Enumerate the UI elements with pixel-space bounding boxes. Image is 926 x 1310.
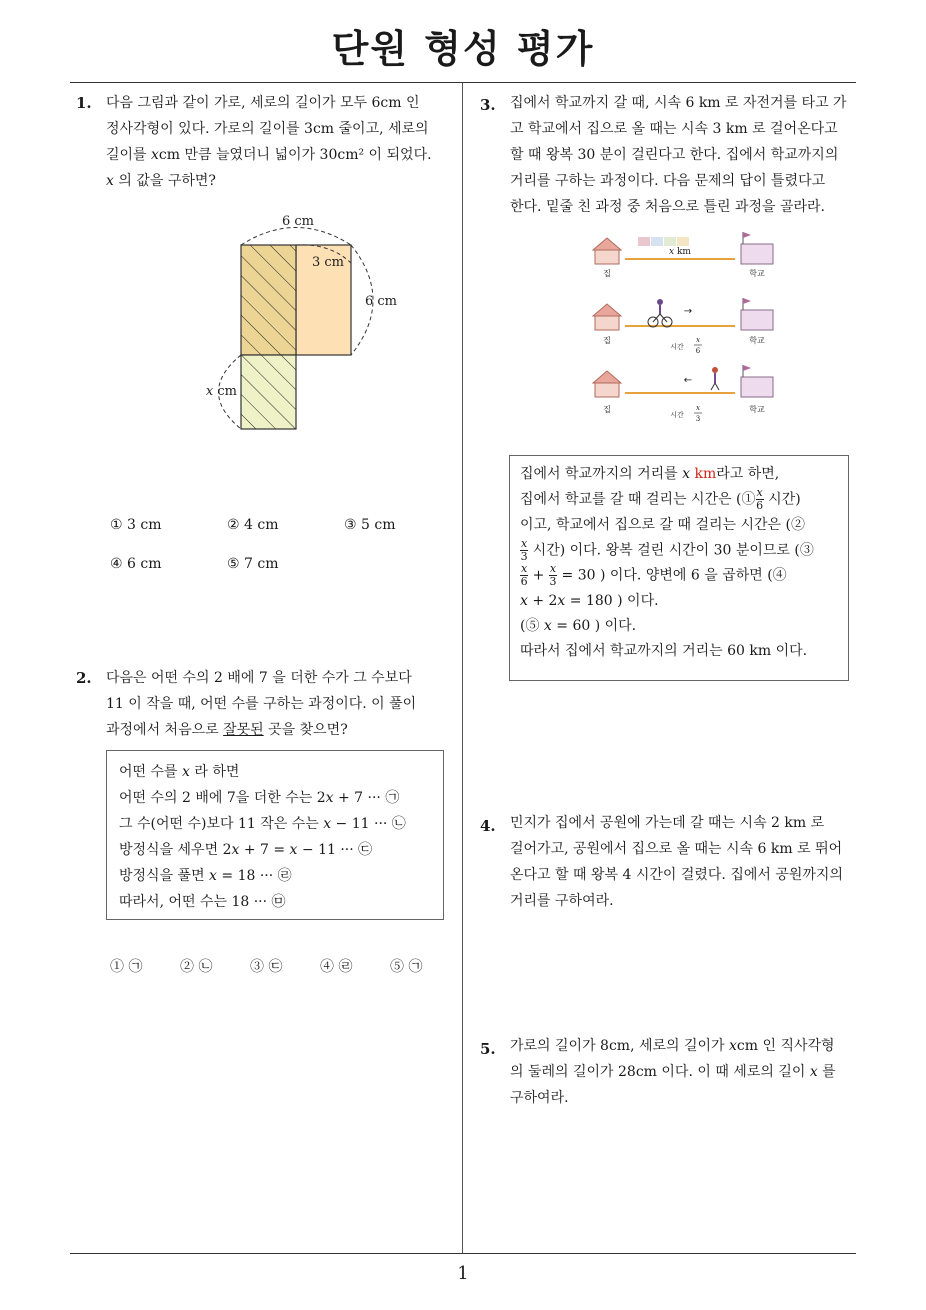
page-number: 1 (457, 1263, 469, 1284)
home-label: 집 (603, 269, 611, 278)
label-left-xcm: 𝑥 cm (205, 384, 237, 399)
q2-step: 방정식을 세우면 2𝑥 + 7 = 𝑥 − 11 ··· ㉢ (119, 842, 373, 858)
label-right-6cm: 6 cm (365, 294, 398, 309)
frac-num: 𝑥 (696, 336, 700, 344)
q2-solution-box (106, 750, 444, 920)
time-label: 시간 (670, 411, 684, 419)
house-body (595, 316, 619, 330)
q1-line: 𝑥 의 값을 구하면? (106, 173, 216, 189)
frac-den: 6 (695, 347, 701, 355)
distance-label: 𝑥 km (669, 247, 691, 257)
frac-num: 𝑥 (521, 562, 528, 575)
q3-step-2-text: 집에서 학교를 갈 때 걸리는 시간은 (① (520, 491, 756, 508)
question-5-text (510, 1033, 858, 1111)
q2-choice-4[interactable]: ④ ㉣ (320, 959, 353, 975)
q2-step: 방정식을 풀면 𝑥 = 18 ··· ㉣ (119, 868, 292, 884)
q3-step-8: 따라서 집에서 학교까지의 거리는 60 km 이다. (520, 642, 808, 659)
q2-step: 어떤 수의 2 배에 7을 더한 수는 2𝑥 + 7 ··· ㉠ (119, 790, 400, 806)
house-body (595, 383, 619, 397)
q2-underlined-word: 잘못된 (223, 722, 264, 738)
q3-step-3: 이고, 학교에서 집으로 갈 때 걸리는 시간은 (② (520, 516, 805, 533)
house-body (595, 250, 619, 264)
q1-choice-3[interactable]: ③ 5 cm (344, 517, 396, 533)
q2-choice-3[interactable]: ③ ㉢ (250, 959, 283, 975)
q3-red-unit: km (694, 466, 717, 482)
question-3-text (510, 90, 858, 220)
q3-step-1-end: 라고 하면, (716, 466, 780, 482)
q3-step-2-end: 시간) (763, 491, 801, 508)
frac-den: 3 (520, 549, 528, 563)
q5-line: 가로의 길이가 8cm, 세로의 길이가 𝑥cm 인 직사각형 (510, 1038, 835, 1054)
q3-line: 고 학교에서 집으로 올 때는 시속 3 km 로 걸어온다고 (510, 121, 838, 137)
question-4-text (510, 810, 858, 914)
q3-step-5-text: = 30 ) 이다. 양변에 6 을 곱하면 (④ (557, 567, 787, 584)
frac-num: 𝑥 (756, 486, 763, 499)
q2-line3-end: 곳을 찾으면? (263, 722, 348, 738)
house-icon (593, 371, 621, 383)
frac-num: 𝑥 (696, 404, 700, 412)
q2-choice-5[interactable]: ⑤ ㉠ (390, 959, 423, 975)
column-divider (462, 83, 463, 1253)
question-5-number: 5. (480, 1040, 496, 1058)
question-2-number: 2. (76, 669, 92, 687)
home-label: 집 (603, 336, 611, 345)
q3-line: 집에서 학교까지 갈 때, 시속 6 km 로 자전거를 타고 가 (510, 95, 847, 111)
q2-step: 그 수(어떤 수)보다 11 작은 수는 𝑥 − 11 ··· ㉡ (119, 816, 406, 832)
label-inner-3cm: 3 cm (311, 255, 345, 270)
arrow-left: ← (683, 375, 693, 386)
question-4-number: 4. (480, 817, 496, 835)
q3-line: 할 때 왕복 30 분이 걸린다고 한다. 집에서 학교까지의 (510, 147, 839, 163)
q1-choice-2[interactable]: ② 4 cm (227, 517, 279, 533)
label-top-6cm: 6 cm (281, 214, 315, 229)
school-label: 학교 (749, 405, 765, 414)
arrow-right: → (683, 306, 693, 317)
q3-step-2 (520, 487, 838, 513)
top-rule (70, 82, 856, 83)
q1-line: 길이를 𝑥cm 만큼 늘였더니 넓이가 30cm² 이 되었다. (106, 147, 432, 163)
frac-den: 6 (520, 575, 528, 588)
q4-line: 걸어가고, 공원에서 집으로 올 때는 시속 6 km 로 뛰어 (510, 841, 843, 857)
fraction-x-over-3 (549, 563, 557, 588)
plus-sign: + (528, 567, 549, 584)
q4-line: 온다고 할 때 왕복 4 시간이 걸렸다. 집에서 공원까지의 (510, 867, 843, 883)
frac-den: 6 (756, 499, 764, 512)
school-label: 학교 (749, 336, 765, 345)
q1-choice-4[interactable]: ④ 6 cm (110, 556, 162, 572)
top-dimension-arc (241, 228, 351, 246)
question-2-text (106, 665, 456, 743)
school-label: 학교 (749, 269, 765, 278)
q3-travel-figure (585, 228, 785, 428)
q1-choice-5[interactable]: ⑤ 7 cm (227, 556, 279, 572)
page-title: 단원 형성 평가 (331, 27, 595, 71)
q3-step-1 (520, 462, 838, 487)
q5-line: 구하여라. (510, 1090, 569, 1106)
q2-step: 따라서, 어떤 수는 18 ··· ㉤ (119, 894, 286, 910)
question-1-number: 1. (76, 94, 92, 112)
frac-den: 3 (695, 415, 701, 423)
frac-num: 𝑥 (521, 536, 528, 550)
q2-line: 11 이 작을 때, 어떤 수를 구하는 과정이다. 이 풀이 (106, 696, 417, 712)
q4-line: 거리를 구하여라. (510, 893, 614, 909)
q1-square-figure (190, 205, 400, 440)
q3-line: 한다. 밑줄 친 과정 중 처음으로 틀린 과정을 골라라. (510, 199, 825, 215)
q3-solution-box (509, 455, 849, 681)
row-distance (593, 232, 773, 278)
house-icon (593, 304, 621, 316)
frac-den: 3 (549, 575, 557, 588)
q1-choice-1[interactable]: ① 3 cm (110, 517, 162, 533)
q2-choice-1[interactable]: ① ㉠ (110, 959, 143, 975)
school-icon (741, 377, 773, 397)
q3-step-1-text: 집에서 학교까지의 거리를 𝑥 (520, 466, 695, 482)
house-icon (593, 238, 621, 250)
q2-choice-2[interactable]: ② ㉡ (180, 959, 213, 975)
time-label: 시간 (670, 343, 684, 351)
q2-line (106, 717, 456, 743)
q3-step-6: 𝑥 + 2𝑥 = 180 ) 이다. (520, 592, 659, 609)
q5-line: 의 둘레의 길이가 28cm 이다. 이 때 세로의 길이 𝑥 를 (510, 1064, 836, 1080)
fraction-x-over-6 (756, 487, 764, 512)
q1-line: 다음 그림과 같이 가로, 세로의 길이가 모두 6cm 인 (106, 95, 420, 111)
q3-line: 거리를 구하는 과정이다. 다음 문제의 답이 틀렸다고 (510, 173, 826, 189)
q2-line: 다음은 어떤 수의 2 배에 7 을 더한 수가 그 수보다 (106, 670, 412, 686)
q4-line: 민지가 집에서 공원에 가는데 갈 때는 시속 2 km 로 (510, 815, 825, 831)
hatch-lines-extension (241, 355, 296, 429)
row-bicycle (593, 298, 773, 355)
school-icon (741, 244, 773, 264)
q3-step-4-text: 시간) 이다. 왕복 걸린 시간이 30 분이므로 (③ (528, 542, 814, 558)
fraction-x-over-6 (520, 563, 528, 588)
q2-step: 어떤 수를 𝑥 라 하면 (119, 764, 240, 780)
hatch-lines-top (241, 245, 296, 355)
q3-step-7: (⑤ 𝑥 = 60 ) 이다. (520, 617, 637, 634)
question-3-number: 3. (480, 96, 496, 114)
q1-line: 정사각형이 있다. 가로의 길이를 3cm 줄이고, 세로의 (106, 121, 429, 137)
q3-step-4 (520, 538, 838, 564)
question-1-text (106, 90, 456, 194)
walker-icon (712, 367, 718, 373)
row-walking (593, 365, 773, 423)
fraction-x-over-3 (520, 538, 528, 563)
q3-step-5 (520, 563, 838, 589)
bottom-rule (70, 1253, 856, 1254)
q2-line3-start: 과정에서 처음으로 (106, 722, 224, 738)
school-icon (741, 310, 773, 330)
home-label: 집 (603, 405, 611, 414)
frac-num: 𝑥 (549, 562, 557, 575)
